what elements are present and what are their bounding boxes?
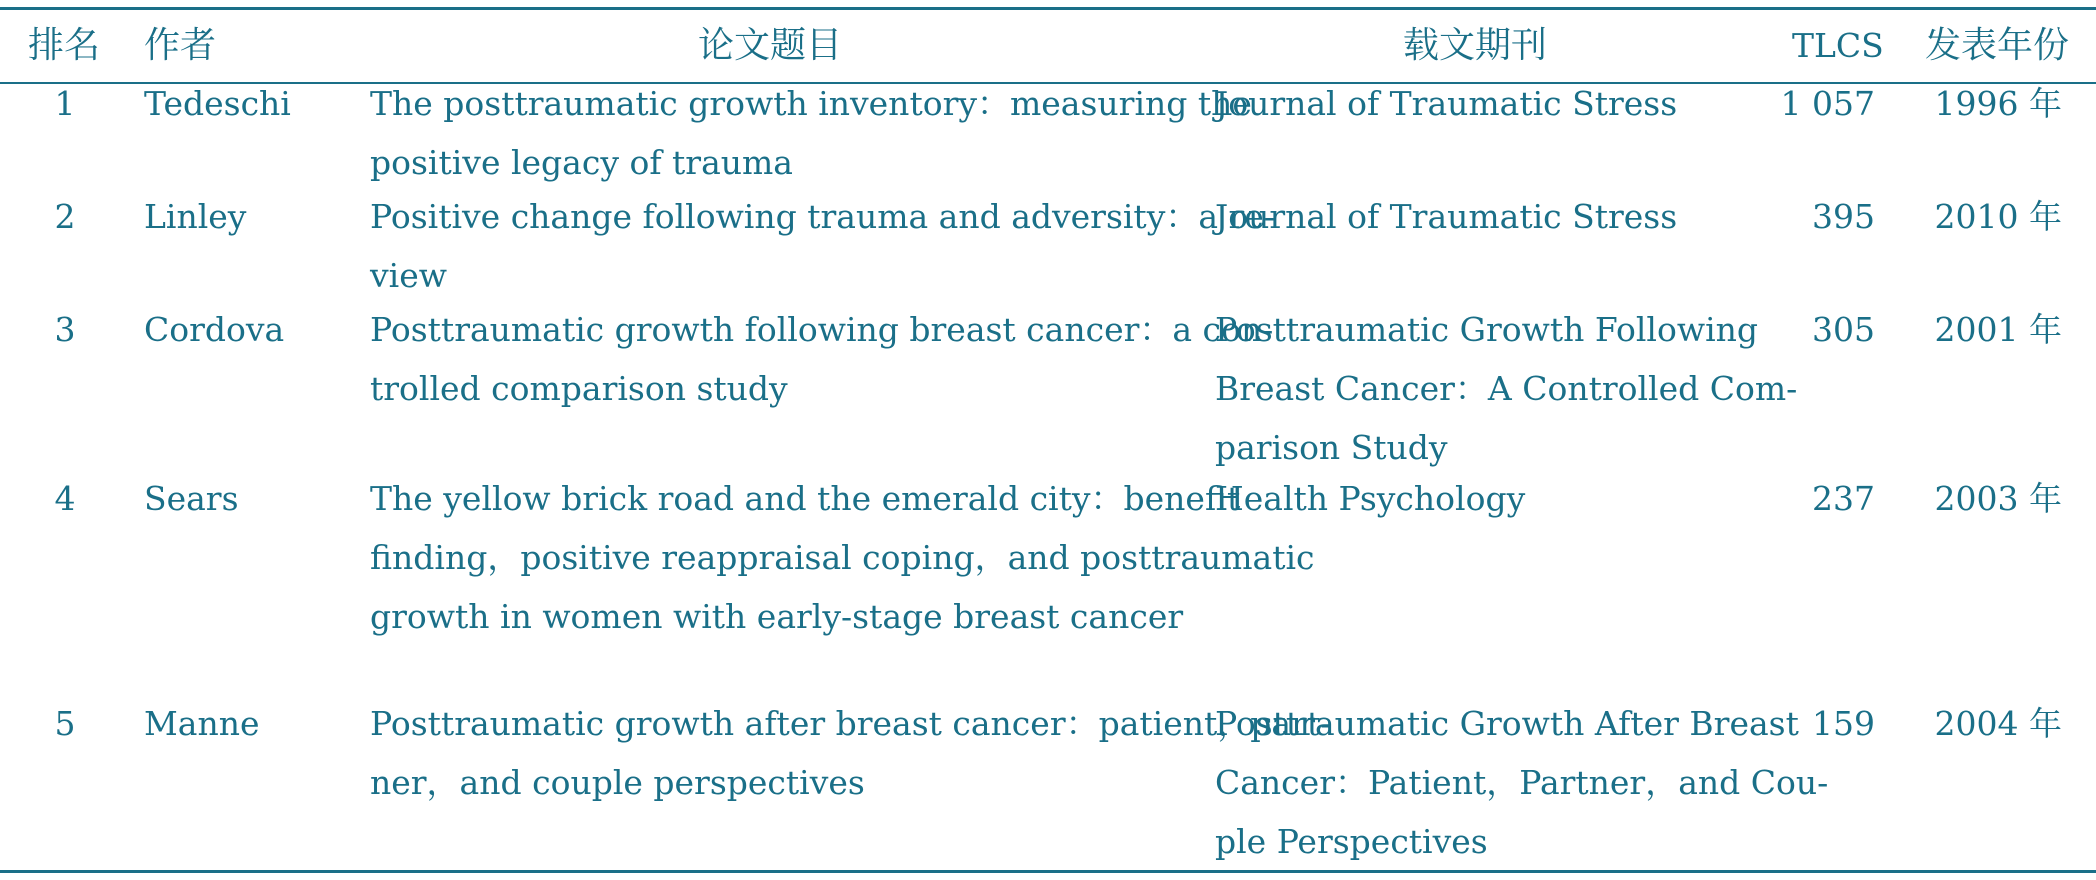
journal-line: Breast Cancer：A Controlled Com-	[1215, 369, 1798, 408]
title-line: The posttraumatic growth inventory：measuring the	[370, 84, 1252, 123]
journal-line: parison Study	[1215, 428, 1448, 467]
cell-tlcs: 237	[1812, 479, 1875, 518]
title-line: Posttraumatic growth following breast cancer：a con-	[370, 310, 1274, 349]
header-tlcs: TLCS	[1792, 26, 1884, 65]
header-author: 作者	[144, 25, 217, 66]
header-title: 论文题目	[697, 25, 842, 66]
journal-line: Journal of Traumatic Stress	[1215, 197, 1678, 236]
cell-year: 2003 年	[1934, 479, 2062, 518]
cell-title	[370, 300, 1274, 418]
cell-tlcs: 305	[1812, 310, 1875, 349]
cell-tlcs: 395	[1812, 197, 1875, 236]
title-line: positive legacy of trauma	[370, 143, 793, 182]
cell-author: Cordova	[144, 310, 285, 349]
cell-journal	[1215, 74, 1735, 133]
cell-journal	[1215, 694, 1829, 871]
cell-rank: 2	[54, 197, 76, 236]
title-line: growth in women with early-stage breast cancer	[370, 597, 1184, 636]
cell-title	[370, 74, 1252, 192]
cell-journal	[1215, 300, 1798, 477]
journal-line: ple Perspectives	[1215, 822, 1488, 861]
cell-author: Sears	[144, 479, 239, 518]
cell-journal	[1215, 187, 1735, 246]
title-line: ner，and couple perspectives	[370, 763, 865, 802]
cell-tlcs: 159	[1812, 704, 1875, 743]
cell-year: 2001 年	[1934, 310, 2062, 349]
cell-year: 2004 年	[1934, 704, 2062, 743]
table-top-rule	[0, 7, 2096, 10]
title-line: Posttraumatic growth after breast cancer：patient，part-	[370, 704, 1332, 743]
cell-author: Tedeschi	[144, 84, 291, 123]
journal-line: Posttraumatic Growth Following	[1215, 310, 1759, 349]
journal-line: Cancer：Patient，Partner，and Cou-	[1215, 763, 1829, 802]
cell-tlcs: 1 057	[1780, 84, 1875, 123]
cell-rank: 1	[54, 84, 76, 123]
cell-rank: 3	[54, 310, 76, 349]
header-year: 发表年份	[1925, 25, 2070, 66]
header-rank: 排名	[28, 25, 101, 66]
title-line: Positive change following trauma and adversity：a re-	[370, 197, 1275, 236]
title-line: finding，positive reappraisal coping，and posttraumatic	[370, 538, 1315, 577]
cell-journal	[1215, 469, 1735, 528]
cell-author: Linley	[144, 197, 247, 236]
journal-line: Health Psychology	[1215, 479, 1526, 518]
cell-rank: 5	[54, 704, 76, 743]
cell-title	[370, 469, 1315, 646]
cell-year: 2010 年	[1934, 197, 2062, 236]
header-journal: 载文期刊	[1402, 25, 1547, 66]
title-line: The yellow brick road and the emerald city：benefit	[370, 479, 1241, 518]
journal-line: Journal of Traumatic Stress	[1215, 84, 1678, 123]
journal-line: Posttraumatic Growth After Breast	[1215, 704, 1799, 743]
cell-rank: 4	[54, 479, 76, 518]
cell-title	[370, 694, 1332, 812]
cell-author: Manne	[144, 704, 260, 743]
title-line: trolled comparison study	[370, 369, 788, 408]
cell-year: 1996 年	[1934, 84, 2062, 123]
cell-title	[370, 187, 1275, 305]
title-line: view	[370, 256, 447, 295]
table-bottom-rule	[0, 870, 2096, 873]
